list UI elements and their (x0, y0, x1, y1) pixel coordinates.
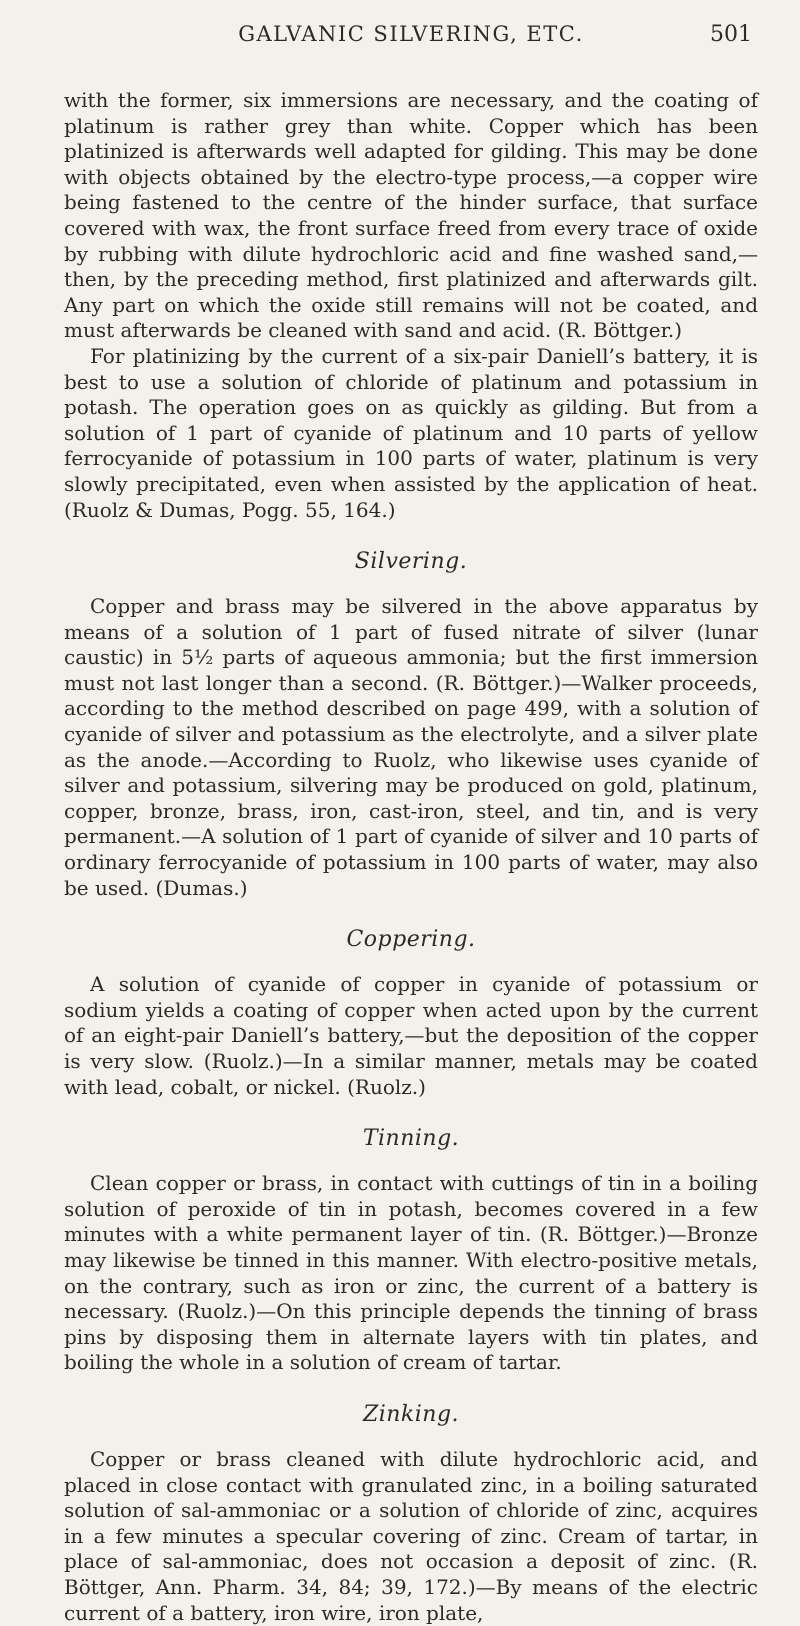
page-number: 501 (710, 22, 752, 47)
running-title: GALVANIC SILVERING, ETC. (238, 22, 584, 46)
paragraph-tinning: Clean copper or brass, in contact with cuttings of tin in a boiling solution of peroxide of tin in potash, becomes covered in a few minutes with a white permanent layer of tin. (R. Böttger.)—Bronze may likewise be tinned in this manner. With electro-positive metals, on the contrary, such as iron or zinc, the current of a battery is necessary. (Ruolz.)—On this principle depends the tinning of brass pins by disposing them in alternate layers with tin plates, and boiling the whole in a solution of cream of tartar. (64, 1171, 758, 1375)
running-head (64, 18, 758, 54)
paragraph-zinking: Copper or brass cleaned with dilute hydrochloric acid, and placed in close contact with granulated zinc, in a boiling saturated solution of sal-ammoniac or a solution of chloride of zinc, acquires in a few minutes a specular covering of zinc. Cream of tartar, in place of sal-ammoniac, does not occasion a deposit of zinc. (R. Böttger, Ann. Pharm. 34, 84; 39, 172.)—By means of the electric current of a battery, iron wire, iron plate, (64, 1446, 758, 1625)
paragraph-silvering: Copper and brass may be silvered in the above apparatus by means of a solution of 1 part of fused nitrate of silver (lunar caustic) in 5½ parts of aqueous ammonia; but the first immersion must not last longer than a second. (R. Böttger.)—Walker proceeds, according to the method described on page 499, with a solution of cyanide of silver and potassium as the electrolyte, and a silver plate as the anode.—According to Ruolz, who likewise uses cyanide of silver and potassium, silvering may be produced on gold, platinum, copper, bronze, brass, iron, cast-iron, steel, and tin, and is very permanent.—A solution of 1 part of cyanide of silver and 10 parts of ordinary ferrocyanide of potassium in 100 parts of water, may also be used. (Dumas.) (64, 594, 758, 900)
section-heading-zinking: Zinking. (362, 1401, 460, 1427)
section-heading-tinning: Tinning. (362, 1126, 460, 1152)
paragraph-coppering: A solution of cyanide of copper in cyanide of potassium or sodium yields a coating of copper when acted upon by the current of an eight-pair Daniell’s battery,—but the deposition of the copper is very slow. (Ruolz.)—In a similar manner, metals may be coated with lead, cobalt, or nickel. (Ruolz.) (64, 972, 758, 1099)
section-heading-coppering: Coppering. (346, 927, 476, 953)
paragraph-platinizing-battery: For platinizing by the current of a six-pair Daniell’s battery, it is best to use a solution of chloride of platinum and potassium in potash. The operation goes on as quickly as gilding. But from a solution of 1 part of cyanide of platinum and 10 parts of yellow ferrocyanide of potassium in 100 parts of water, platinum is very slowly precipitated, even when assisted by the application of heat. (Ruolz & Dumas, Pogg. 55, 164.) (64, 343, 758, 522)
paragraph-platinizing-continued: with the former, six immersions are necessary, and the coating of platinum is rather grey than white. Copper which has been platinized is afterwards well adapted for gilding. This may be done with objects obtained by the electro-type process,—a copper wire being fastened to the centre of the hinder surface, that surface covered with wax, the front surface freed from every trace of oxide by rubbing with dilute hydrochloric acid and fine washed sand,—then, by the preceding method, first platinized and afterwards gilt. Any part on which the oxide still remains will not be coated, and must afterwards be cleaned with sand and acid. (R. Böttger.) (64, 88, 758, 343)
section-heading-silvering: Silvering. (354, 549, 468, 575)
